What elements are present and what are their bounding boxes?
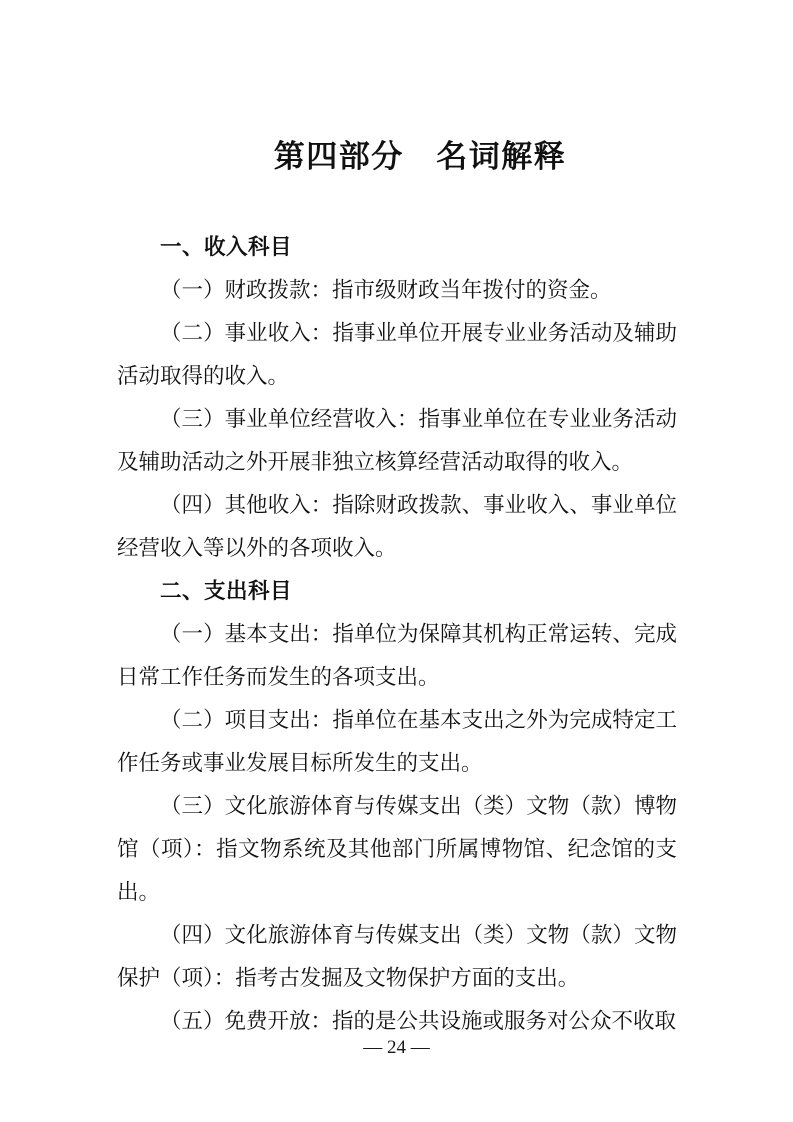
page-footer [0,1036,793,1060]
paragraph-expenditure-3: （三）文化旅游体育与传媒支出（类）文物（款）博物馆（项）：指文物系统及其他部门所属博物馆、纪念馆的支出。 [117,794,677,904]
document-content [117,226,677,1043]
paragraph-revenue-1: （一）财政拨款：指市级财政当年拨付的资金。 [160,278,612,302]
section-heading-revenue: 一、收入科目 [160,235,293,259]
paragraph-revenue-2: （二）事业收入：指事业单位开展专业业务活动及辅助活动取得的收入。 [117,321,677,388]
paragraph-revenue-4: （四）其他收入：指除财政拨款、事业收入、事业单位经营收入等以外的各项收入。 [117,493,677,560]
document-title: 第四部分 名词解释 [273,139,567,174]
paragraph-expenditure-5: （五）免费开放：指的是公共设施或服务对公众不收取 [160,1009,677,1033]
section-heading-expenditure: 二、支出科目 [160,579,293,603]
paragraph-expenditure-2: （二）项目支出：指单位在基本支出之外为完成特定工作任务或事业发展目标所发生的支出。 [117,708,677,775]
paragraph-expenditure-4: （四）文化旅游体育与传媒支出（类）文物（款）文物保护（项）：指考古发掘及文物保护方面的支出。 [117,923,677,990]
paragraph-revenue-3: （三）事业单位经营收入：指事业单位在专业业务活动及辅助活动之外开展非独立核算经营活动取得的收入。 [117,407,677,474]
page-number: — 24 — [363,1037,430,1058]
paragraph-expenditure-1: （一）基本支出：指单位为保障其机构正常运转、完成日常工作任务而发生的各项支出。 [117,622,677,689]
